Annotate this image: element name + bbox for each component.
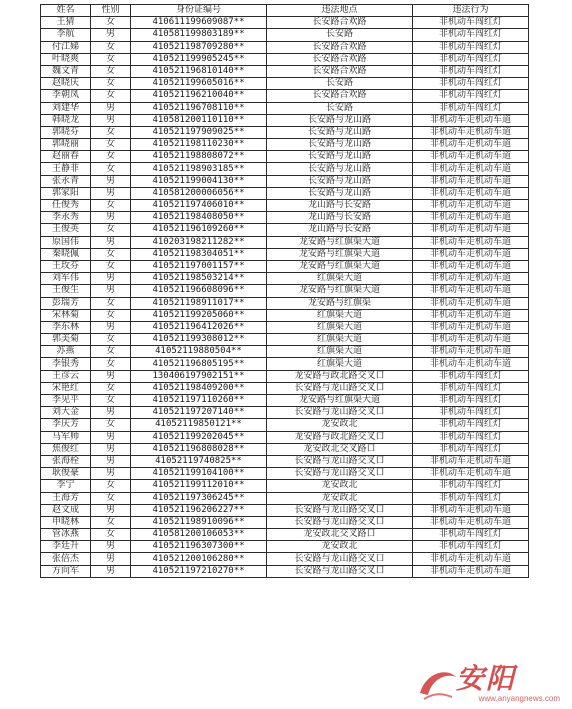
cell-violation: 非机动车闯红灯 — [413, 382, 529, 394]
cell-name: 刘建华 — [41, 102, 91, 114]
cell-name: 付江娣 — [41, 41, 91, 53]
cell-gender: 男 — [91, 273, 131, 285]
table-row — [41, 395, 529, 407]
cell-gender: 女 — [91, 419, 131, 431]
cell-id-number: 410521196412026** — [131, 321, 267, 333]
cell-name: 李廷升 — [41, 541, 91, 553]
table-row — [41, 78, 529, 90]
cell-location: 长安路与龙山路 — [267, 139, 413, 151]
cell-violation: 非机动车走机动车道 — [413, 516, 529, 528]
cell-gender: 女 — [91, 41, 131, 53]
cell-violation: 非机动车走机动车道 — [413, 297, 529, 309]
cell-violation: 非机动车闯红灯 — [413, 492, 529, 504]
cell-gender: 女 — [91, 260, 131, 272]
cell-gender: 男 — [91, 29, 131, 41]
table-row — [41, 419, 529, 431]
cell-gender: 女 — [91, 90, 131, 102]
cell-gender: 男 — [91, 541, 131, 553]
cell-violation: 非机动车走机动车道 — [413, 321, 529, 333]
cell-id-number: 410581200106053** — [131, 529, 267, 541]
cell-gender: 女 — [91, 17, 131, 29]
cell-location: 长安路与龙山路 — [267, 175, 413, 187]
cell-location: 长安路合欢路 — [267, 90, 413, 102]
cell-violation: 非机动车走机动车道 — [413, 285, 529, 297]
cell-location: 龙安路与红旗渠大道 — [267, 236, 413, 248]
cell-name: 管冰燕 — [41, 529, 91, 541]
swirl-logo-icon — [416, 663, 460, 703]
cell-gender: 女 — [91, 297, 131, 309]
cell-violation: 非机动车闯红灯 — [413, 443, 529, 455]
cell-location: 长安路合欢路 — [267, 17, 413, 29]
cell-gender: 男 — [91, 102, 131, 114]
table-row — [41, 126, 529, 138]
cell-name: 郭晓丽 — [41, 139, 91, 151]
cell-name: 韩晓龙 — [41, 114, 91, 126]
cell-location: 龙安政北 — [267, 492, 413, 504]
cell-location: 红旗渠大道 — [267, 273, 413, 285]
cell-id-number: 41052119880504** — [131, 346, 267, 358]
cell-name: 李东林 — [41, 321, 91, 333]
table-header — [41, 5, 529, 17]
cell-gender: 男 — [91, 431, 131, 443]
table-row — [41, 529, 529, 541]
cell-location: 长安路与龙山路交叉口 — [267, 382, 413, 394]
cell-id-number: 410521198911017** — [131, 297, 267, 309]
cell-gender: 女 — [91, 346, 131, 358]
table-row — [41, 382, 529, 394]
table-row — [41, 468, 529, 480]
table-row — [41, 346, 529, 358]
cell-violation: 非机动车闯红灯 — [413, 370, 529, 382]
cell-name: 耿俊豪 — [41, 468, 91, 480]
cell-name: 王静菲 — [41, 163, 91, 175]
cell-gender: 女 — [91, 151, 131, 163]
cell-gender: 男 — [91, 407, 131, 419]
table-row — [41, 455, 529, 467]
cell-gender: 男 — [91, 565, 131, 577]
cell-id-number: 410521198304051** — [131, 248, 267, 260]
cell-violation: 非机动车闯红灯 — [413, 29, 529, 41]
table-row — [41, 236, 529, 248]
table-row — [41, 504, 529, 516]
cell-violation: 非机动车走机动车道 — [413, 309, 529, 321]
cell-location: 长安路与龙山路交叉口 — [267, 553, 413, 565]
cell-violation: 非机动车走机动车道 — [413, 139, 529, 151]
cell-gender: 男 — [91, 212, 131, 224]
table-row — [41, 334, 529, 346]
cell-name: 魏文青 — [41, 65, 91, 77]
cell-id-number: 410521198709280** — [131, 41, 267, 53]
table-row — [41, 212, 529, 224]
table-row — [41, 407, 529, 419]
cell-location: 龙安路与政北路交叉口 — [267, 370, 413, 382]
header-row — [41, 5, 529, 17]
cell-gender: 男 — [91, 504, 131, 516]
cell-name: 李永秀 — [41, 212, 91, 224]
header-id-number: 身份证编号 — [131, 5, 267, 17]
table-row — [41, 187, 529, 199]
cell-violation: 非机动车走机动车道 — [413, 126, 529, 138]
cell-name: 王俊英 — [41, 224, 91, 236]
cell-location: 红旗渠大道 — [267, 346, 413, 358]
cell-location: 龙安政北 — [267, 419, 413, 431]
cell-id-number: 410521197210270** — [131, 565, 267, 577]
cell-gender: 男 — [91, 370, 131, 382]
watermark-brand: 安阳 — [456, 662, 517, 695]
cell-name: 申晓林 — [41, 516, 91, 528]
cell-name: 张永青 — [41, 175, 91, 187]
table-row — [41, 297, 529, 309]
cell-id-number: 130406197902151** — [131, 370, 267, 382]
cell-violation: 非机动车走机动车道 — [413, 468, 529, 480]
cell-location: 龙安路与红旗渠大道 — [267, 248, 413, 260]
cell-name: 原国伟 — [41, 236, 91, 248]
cell-id-number: 410521199605016** — [131, 78, 267, 90]
cell-location: 龙山路与长安路 — [267, 224, 413, 236]
table-row — [41, 248, 529, 260]
cell-violation: 非机动车走机动车道 — [413, 260, 529, 272]
cell-id-number: 410521198408050** — [131, 212, 267, 224]
header-name: 姓名 — [41, 5, 91, 17]
cell-name: 王海芳 — [41, 492, 91, 504]
cell-violation: 非机动车闯红灯 — [413, 17, 529, 29]
cell-violation: 非机动车走机动车道 — [413, 163, 529, 175]
cell-location: 龙安政北交叉路口 — [267, 529, 413, 541]
cell-id-number: 410611199609087** — [131, 17, 267, 29]
cell-id-number: 41052119740825** — [131, 455, 267, 467]
cell-location: 长安路与龙山路交叉口 — [267, 565, 413, 577]
table-row — [41, 431, 529, 443]
violation-roster — [40, 4, 528, 578]
cell-gender: 男 — [91, 455, 131, 467]
table-row — [41, 53, 529, 65]
cell-name: 郭家阳 — [41, 187, 91, 199]
cell-location: 长安路与龙山路交叉口 — [267, 407, 413, 419]
cell-location: 龙安路与红旗渠大道 — [267, 395, 413, 407]
cell-gender: 女 — [91, 516, 131, 528]
cell-id-number: 410521200106280** — [131, 553, 267, 565]
cell-id-number: 410521199104100** — [131, 468, 267, 480]
cell-id-number: 410521196206227** — [131, 504, 267, 516]
cell-gender: 男 — [91, 285, 131, 297]
cell-violation: 非机动车闯红灯 — [413, 529, 529, 541]
cell-name: 郭美菊 — [41, 334, 91, 346]
header-location: 违法地点 — [267, 5, 413, 17]
cell-name: 任俊秀 — [41, 200, 91, 212]
cell-name: 李庆芳 — [41, 419, 91, 431]
cell-violation: 非机动车闯红灯 — [413, 431, 529, 443]
cell-gender: 女 — [91, 529, 131, 541]
cell-location: 龙山路与长安路 — [267, 200, 413, 212]
cell-gender: 女 — [91, 139, 131, 151]
cell-id-number: 410521198110230** — [131, 139, 267, 151]
table-row — [41, 90, 529, 102]
cell-id-number: 410521196808028** — [131, 443, 267, 455]
cell-gender: 女 — [91, 200, 131, 212]
cell-violation: 非机动车走机动车道 — [413, 334, 529, 346]
table-row — [41, 321, 529, 333]
cell-id-number: 410521196805195** — [131, 358, 267, 370]
cell-name: 刘大金 — [41, 407, 91, 419]
table-row — [41, 29, 529, 41]
cell-violation: 非机动车闯红灯 — [413, 407, 529, 419]
cell-violation: 非机动车走机动车道 — [413, 273, 529, 285]
cell-id-number: 410521197110260** — [131, 395, 267, 407]
cell-gender: 女 — [91, 382, 131, 394]
cell-id-number: 410203198211282** — [131, 236, 267, 248]
cell-gender: 男 — [91, 443, 131, 455]
cell-gender: 女 — [91, 309, 131, 321]
cell-name: 李宁 — [41, 480, 91, 492]
cell-id-number: 410521196210040** — [131, 90, 267, 102]
cell-location: 长安路与龙山路 — [267, 126, 413, 138]
cell-violation: 非机动车闯红灯 — [413, 102, 529, 114]
cell-gender: 女 — [91, 395, 131, 407]
cell-id-number: 410581200006056** — [131, 187, 267, 199]
cell-violation: 非机动车走机动车道 — [413, 248, 529, 260]
cell-violation: 非机动车走机动车道 — [413, 455, 529, 467]
table-row — [41, 480, 529, 492]
cell-id-number: 410521197909025** — [131, 126, 267, 138]
cell-location: 长安路与龙山路交叉口 — [267, 455, 413, 467]
cell-gender: 女 — [91, 163, 131, 175]
cell-id-number: 410521196708110** — [131, 102, 267, 114]
cell-gender: 女 — [91, 492, 131, 504]
cell-id-number: 410521197306245** — [131, 492, 267, 504]
table-row — [41, 370, 529, 382]
cell-violation: 非机动车走机动车道 — [413, 224, 529, 236]
cell-name: 方向军 — [41, 565, 91, 577]
cell-location: 长安路 — [267, 78, 413, 90]
cell-location: 长安路与龙山路 — [267, 151, 413, 163]
cell-name: 王玫芬 — [41, 260, 91, 272]
cell-name: 王俊生 — [41, 285, 91, 297]
cell-name: 宋林菊 — [41, 309, 91, 321]
cell-violation: 非机动车走机动车道 — [413, 358, 529, 370]
table-row — [41, 358, 529, 370]
cell-id-number: 410521198808072** — [131, 151, 267, 163]
table-row — [41, 260, 529, 272]
cell-location: 长安路与龙山路交叉口 — [267, 468, 413, 480]
cell-id-number: 410521198910096** — [131, 516, 267, 528]
cell-location: 长安路与龙山路 — [267, 187, 413, 199]
cell-name: 李见平 — [41, 395, 91, 407]
cell-gender: 女 — [91, 358, 131, 370]
cell-violation: 非机动车闯红灯 — [413, 419, 529, 431]
site-watermark — [416, 657, 564, 705]
cell-gender: 男 — [91, 468, 131, 480]
cell-location: 龙安政北交叉路口 — [267, 443, 413, 455]
cell-id-number: 410521199205060** — [131, 309, 267, 321]
cell-gender: 男 — [91, 236, 131, 248]
cell-location: 长安路合欢路 — [267, 41, 413, 53]
cell-violation: 非机动车闯红灯 — [413, 541, 529, 553]
table-row — [41, 114, 529, 126]
cell-id-number: 410521198903185** — [131, 163, 267, 175]
cell-name: 李航 — [41, 29, 91, 41]
cell-gender: 女 — [91, 480, 131, 492]
table-row — [41, 516, 529, 528]
cell-violation: 非机动车走机动车道 — [413, 236, 529, 248]
cell-violation: 非机动车走机动车道 — [413, 212, 529, 224]
cell-name: 郭晓芬 — [41, 126, 91, 138]
table-row — [41, 65, 529, 77]
cell-id-number: 410521199004130** — [131, 175, 267, 187]
table-row — [41, 565, 529, 577]
table-row — [41, 443, 529, 455]
cell-name: 李朝凤 — [41, 90, 91, 102]
cell-id-number: 410581200110110** — [131, 114, 267, 126]
cell-violation: 非机动车闯红灯 — [413, 90, 529, 102]
cell-name: 李银秀 — [41, 358, 91, 370]
table-row — [41, 139, 529, 151]
cell-location: 长安路 — [267, 102, 413, 114]
cell-name: 赵晓庆 — [41, 78, 91, 90]
cell-gender: 男 — [91, 187, 131, 199]
cell-violation: 非机动车走机动车道 — [413, 565, 529, 577]
cell-location: 龙安路与政北路交叉口 — [267, 431, 413, 443]
cell-id-number: 410521196307300** — [131, 541, 267, 553]
cell-id-number: 410521198409200** — [131, 382, 267, 394]
cell-violation: 非机动车走机动车道 — [413, 187, 529, 199]
cell-location: 龙安路与红旗渠 — [267, 297, 413, 309]
cell-gender: 女 — [91, 224, 131, 236]
cell-gender: 男 — [91, 114, 131, 126]
cell-gender: 女 — [91, 78, 131, 90]
cell-name: 王彦云 — [41, 370, 91, 382]
table-row — [41, 553, 529, 565]
cell-gender: 女 — [91, 65, 131, 77]
cell-location: 长安路与龙山路 — [267, 163, 413, 175]
table-row — [41, 285, 529, 297]
table-row — [41, 200, 529, 212]
cell-location: 红旗渠大道 — [267, 358, 413, 370]
cell-name: 王猜 — [41, 17, 91, 29]
cell-location: 龙安路与红旗渠大道 — [267, 260, 413, 272]
cell-violation: 非机动车闯红灯 — [413, 480, 529, 492]
cell-violation: 非机动车闯红灯 — [413, 78, 529, 90]
table-row — [41, 41, 529, 53]
cell-gender: 男 — [91, 321, 131, 333]
cell-location: 红旗渠大道 — [267, 321, 413, 333]
cell-name: 赵丽春 — [41, 151, 91, 163]
cell-name: 张倍杰 — [41, 553, 91, 565]
table-row — [41, 541, 529, 553]
cell-violation: 非机动车走机动车道 — [413, 151, 529, 163]
cell-id-number: 410521199905245** — [131, 53, 267, 65]
watermark-url: www.anyangnews.com — [478, 694, 560, 703]
cell-id-number: 41052119850121** — [131, 419, 267, 431]
cell-id-number: 410521196810140** — [131, 65, 267, 77]
cell-location: 龙安政北 — [267, 480, 413, 492]
cell-location: 长安路与龙山路 — [267, 114, 413, 126]
cell-id-number: 410521198503214** — [131, 273, 267, 285]
table-row — [41, 17, 529, 29]
cell-name: 张海栓 — [41, 455, 91, 467]
cell-violation: 非机动车闯红灯 — [413, 41, 529, 53]
cell-violation: 非机动车闯红灯 — [413, 53, 529, 65]
header-violation: 违法行为 — [413, 5, 529, 17]
table-row — [41, 492, 529, 504]
cell-location: 长安路合欢路 — [267, 53, 413, 65]
cell-location: 红旗渠大道 — [267, 334, 413, 346]
cell-id-number: 410521197207140** — [131, 407, 267, 419]
cell-name: 宋艳红 — [41, 382, 91, 394]
cell-violation: 非机动车走机动车道 — [413, 175, 529, 187]
cell-location: 龙安路与红旗渠大道 — [267, 285, 413, 297]
cell-name: 马军帅 — [41, 431, 91, 443]
table-row — [41, 273, 529, 285]
cell-location: 长安路与龙山路交叉口 — [267, 516, 413, 528]
cell-location: 红旗渠大道 — [267, 309, 413, 321]
cell-name: 赵文成 — [41, 504, 91, 516]
cell-id-number: 410521197406010** — [131, 200, 267, 212]
cell-violation: 非机动车走机动车道 — [413, 200, 529, 212]
cell-name: 苏燕 — [41, 346, 91, 358]
cell-location: 长安路 — [267, 29, 413, 41]
cell-violation: 非机动车走机动车道 — [413, 346, 529, 358]
cell-location: 长安路合欢路 — [267, 65, 413, 77]
cell-gender: 男 — [91, 175, 131, 187]
header-gender: 性别 — [91, 5, 131, 17]
cell-violation: 非机动车闯红灯 — [413, 65, 529, 77]
cell-name: 焦俊红 — [41, 443, 91, 455]
cell-id-number: 410521199308012** — [131, 334, 267, 346]
cell-id-number: 410521196109260** — [131, 224, 267, 236]
cell-id-number: 410521196608096** — [131, 285, 267, 297]
table-row — [41, 151, 529, 163]
cell-violation: 非机动车走机动车道 — [413, 553, 529, 565]
cell-gender: 女 — [91, 248, 131, 260]
cell-violation: 非机动车闯红灯 — [413, 395, 529, 407]
cell-gender: 女 — [91, 53, 131, 65]
table-row — [41, 175, 529, 187]
cell-location: 龙安政北 — [267, 541, 413, 553]
cell-violation: 非机动车走机动车道 — [413, 504, 529, 516]
cell-id-number: 410521199112010** — [131, 480, 267, 492]
cell-gender: 男 — [91, 553, 131, 565]
cell-name: 叶晓爽 — [41, 53, 91, 65]
table-row — [41, 163, 529, 175]
cell-gender: 女 — [91, 334, 131, 346]
cell-violation: 非机动车走机动车道 — [413, 114, 529, 126]
cell-name: 秦晓佩 — [41, 248, 91, 260]
table-body — [41, 17, 529, 578]
violation-table — [40, 4, 529, 578]
cell-id-number: 410521197001157** — [131, 260, 267, 272]
cell-id-number: 410581199803189** — [131, 29, 267, 41]
table-row — [41, 224, 529, 236]
table-row — [41, 309, 529, 321]
cell-id-number: 410521199202045** — [131, 431, 267, 443]
table-row — [41, 102, 529, 114]
cell-name: 刘军伟 — [41, 273, 91, 285]
cell-gender: 女 — [91, 126, 131, 138]
cell-name: 彭瑞芳 — [41, 297, 91, 309]
cell-location: 长安路与龙山路交叉口 — [267, 504, 413, 516]
cell-location: 龙山路与长安路 — [267, 212, 413, 224]
